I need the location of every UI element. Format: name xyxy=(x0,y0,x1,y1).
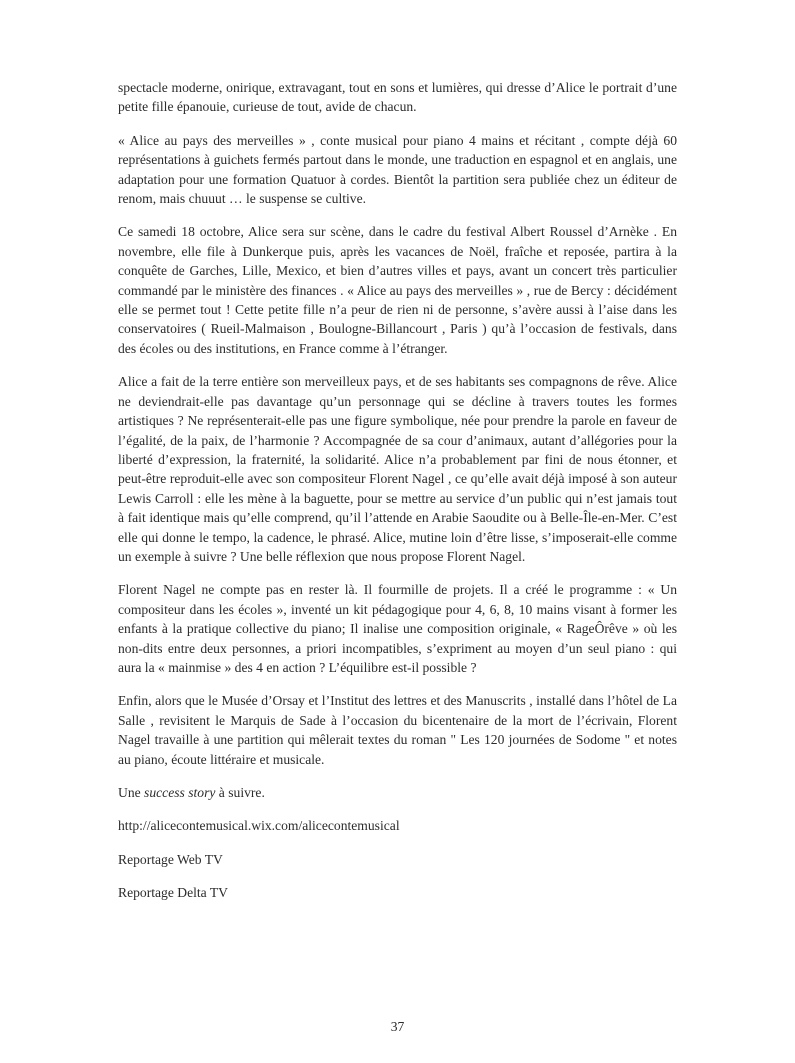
paragraph-tour-dates: Ce samedi 18 octobre, Alice sera sur scène, dans le cadre du festival Albert Roussel d’Arnèke . En novembre, elle file à Dunkerque puis, après les vacances de Noël, fraîche et reposée, partira à la conquête de Garches, Lille, Mexico, et bien d’autres villes et pays, avant un concert très particulier commandé par le ministère des finances . « Alice au pays des merveilles » , rue de Bercy : décidément elle se permet tout ! Cette petite fille n’a peur de rien ni de personne, s’avère aussi à l’aise dans les conservatoires ( Rueil-Malmaison , Boulogne-Billancourt , Paris ) qu’à l’occasion de festivals, dans des écoles ou des institutions, en France comme à l’étranger. xyxy=(118,224,677,356)
closing-line xyxy=(118,783,677,802)
closing-prefix: Une xyxy=(118,785,145,800)
paragraph-alice-symbol: Alice a fait de la terre entière son merveilleux pays, et de ses habitants ses compagnons de rêve. Alice ne deviendrait-elle pas davantage qu’un personnage qui se décline à travers toutes les formes artistiques ? Ne représenterait-elle pas une figure symbolique, née pour prendre la parole en faveur de l’égalité, de la paix, de l’harmonie ? Accompagnée de sa cour d’animaux, autant d’allégories pour la liberté d’expression, la fraternité, la solidarité. Alice n’a probablement par fini de nous étonner, et peut-être reproduit-elle avec son compositeur Florent Nagel , ce qu’elle avait déjà imposé à son auteur Lewis Carroll : elle les mène à la baguette, pour se mettre au service d’un public qui n’est jamais tout à fait identique mais qu’elle comprend, qu’il l’attende en Arabie Saoudite ou à Belle-Île-en-Mer. C’est elle qui donne le tempo, la cadence, le phrasé. Alice, mutine loin d’être lisse, s’imposerait-elle comme un exemple à suivre ? Une belle réflexion que nous propose Florent Nagel. xyxy=(118,374,677,564)
page-number: 37 xyxy=(390,1019,405,1034)
paragraph-conte-musical: « Alice au pays des merveilles » , conte musical pour piano 4 mains et récitant , compte déjà 60 représentations à guichets fermés partout dans le monde, une traduction en espagnol et en anglais, une adaptation pour une formation Quatuor à cordes. Bientôt la partition sera publiée chez un éditeur de renom, mais chuuut … le suspense se cultive. xyxy=(118,132,677,207)
paragraph-intro: spectacle moderne, onirique, extravagant, tout en sons et lumières, qui dresse d’Alice le portrait d’une petite fille épanouie, curieuse de tout, avide de chacun. xyxy=(118,80,677,115)
closing-emphasis: success story xyxy=(144,785,216,800)
website-link[interactable]: http://alicecontemusical.wix.com/alicecontemusical xyxy=(118,818,400,834)
reportage-delta-tv[interactable]: Reportage Delta TV xyxy=(118,885,228,901)
paragraph-sade: Enfin, alors que le Musée d’Orsay et l’Institut des lettres et des Manuscrits , installé dans l’hôtel de La Salle , revisitent le Marquis de Sade à l’occasion du bicentenaire de la mort de l’écrivain, Florent Nagel travaille à une partition qui mêlerait textes du roman " Les 120 journées de Sodome " et notes au piano, écoute littéraire et musicale. xyxy=(118,693,677,767)
reportage-web-tv[interactable]: Reportage Web TV xyxy=(118,851,223,867)
page-body xyxy=(118,78,677,917)
closing-suffix: à suivre. xyxy=(215,785,265,800)
website-line xyxy=(118,816,677,835)
paragraph-nagel-projects: Florent Nagel ne compte pas en rester là. Il fourmille de projets. Il a créé le programme : « Un compositeur dans les écoles », inventé un kit pédagogique pour 4, 6, 8, 10 mains visant à former les enfants à la pratique collective du piano; Il inalise une composition originale, « RageÔrêve » où les non-dits entre deux personnes, a priori incompatibles, s’expriment au moyen d’un seul piano : qui aura la « mainmise » des 4 en action ? L’équilibre est-il possible ? xyxy=(118,582,677,675)
